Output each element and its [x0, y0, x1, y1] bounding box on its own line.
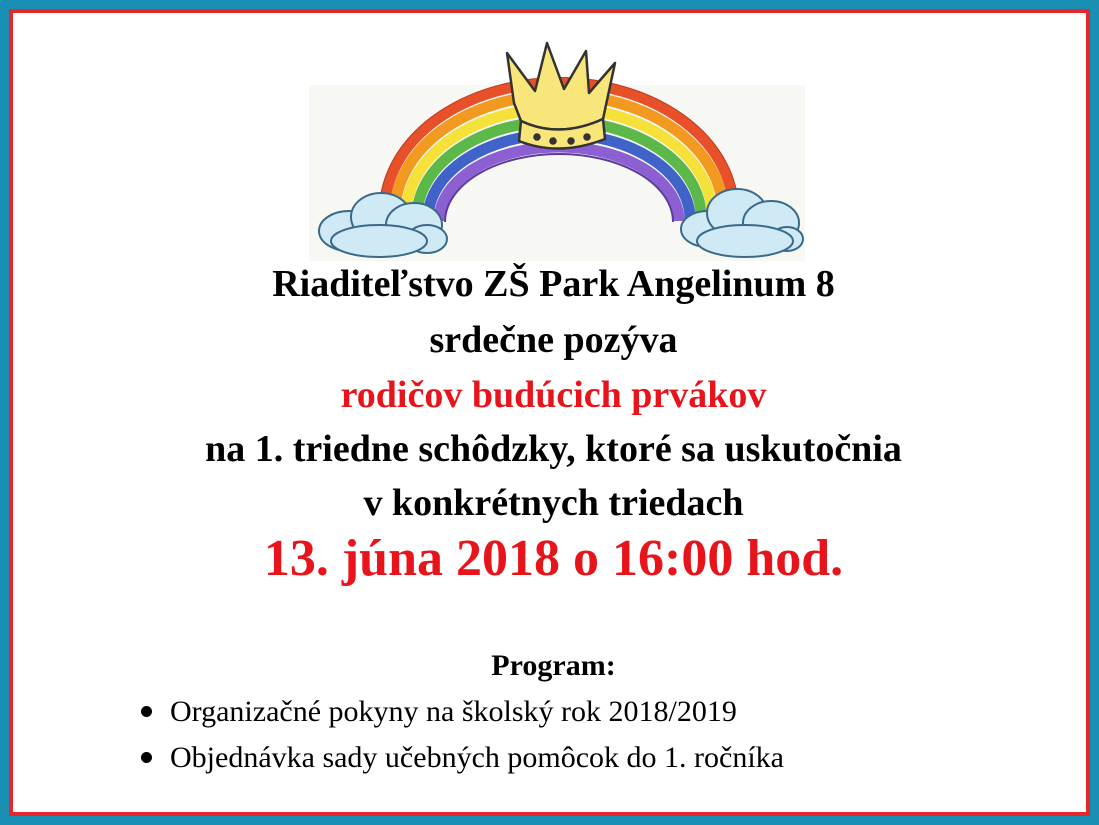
school-line: Riaditeľstvo ZŠ Park Angelinum 8	[272, 263, 835, 305]
rainbow-crown-illustration	[309, 41, 805, 261]
meeting-line: na 1. triedne schôdzky, ktoré sa uskutočnia	[205, 428, 902, 470]
date-time: 13. júna 2018 o 16:00 hod.	[263, 530, 844, 587]
list-item	[139, 735, 784, 781]
program-list	[139, 689, 784, 781]
list-item	[139, 689, 784, 735]
program-item-text: Organizačné pokyny na školský rok 2018/2019	[170, 695, 737, 728]
bullet-icon	[141, 706, 152, 717]
invite-line: srdečne pozýva	[429, 319, 678, 361]
bullet-icon	[141, 752, 152, 763]
location-line: v konkrétnych triedach	[363, 482, 744, 524]
program-title: Program:	[491, 649, 616, 682]
program-item-text: Objednávka sady učebných pomôcok do 1. ročníka	[170, 741, 784, 774]
invitation-card	[9, 9, 1090, 816]
crown-icon	[507, 43, 615, 149]
audience-line: rodičov budúcich prvákov	[340, 374, 767, 416]
